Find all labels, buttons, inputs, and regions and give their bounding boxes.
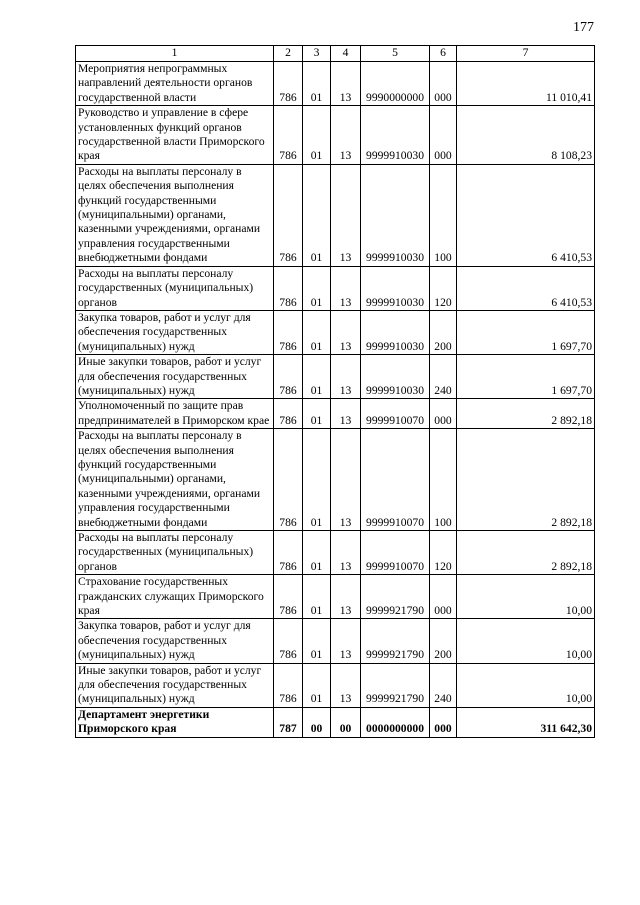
ministry-code-cell: 786 bbox=[274, 429, 303, 531]
row-name-cell: Иные закупки товаров, работ и услуг для обеспечения государственных (муниципальных) нужд bbox=[76, 355, 274, 399]
column-header: 5 bbox=[361, 46, 430, 62]
expense-type-cell: 120 bbox=[430, 266, 457, 310]
expense-type-cell: 000 bbox=[430, 106, 457, 165]
target-article-cell: 9999910030 bbox=[361, 164, 430, 266]
amount-cell: 10,00 bbox=[457, 663, 595, 707]
ministry-code-cell: 787 bbox=[274, 707, 303, 737]
table-row bbox=[76, 355, 595, 399]
subsection-code-cell: 13 bbox=[331, 663, 361, 707]
section-code-cell: 00 bbox=[303, 707, 331, 737]
budget-table bbox=[75, 45, 595, 738]
target-article-cell: 9999910070 bbox=[361, 429, 430, 531]
section-code-cell: 01 bbox=[303, 355, 331, 399]
row-name-cell: Закупка товаров, работ и услуг для обеспечения государственных (муниципальных) нужд bbox=[76, 619, 274, 663]
section-code-cell: 01 bbox=[303, 266, 331, 310]
target-article-cell: 9999910070 bbox=[361, 399, 430, 429]
subsection-code-cell: 13 bbox=[331, 619, 361, 663]
expense-type-cell: 000 bbox=[430, 707, 457, 737]
subsection-code-cell: 13 bbox=[331, 164, 361, 266]
section-code-cell: 01 bbox=[303, 62, 331, 106]
section-code-cell: 01 bbox=[303, 310, 331, 354]
table-row bbox=[76, 62, 595, 106]
column-header: 2 bbox=[274, 46, 303, 62]
table-row bbox=[76, 707, 595, 737]
amount-cell: 311 642,30 bbox=[457, 707, 595, 737]
table-row bbox=[76, 266, 595, 310]
expense-type-cell: 000 bbox=[430, 399, 457, 429]
row-name-cell: Расходы на выплаты персоналу государственных (муниципальных) органов bbox=[76, 531, 274, 575]
amount-cell: 2 892,18 bbox=[457, 429, 595, 531]
column-header: 1 bbox=[76, 46, 274, 62]
target-article-cell: 9999910070 bbox=[361, 531, 430, 575]
table-row bbox=[76, 619, 595, 663]
row-name-cell: Руководство и управление в сфере установленных функций органов государственной власти Приморского края bbox=[76, 106, 274, 165]
table-body bbox=[76, 62, 595, 738]
column-header: 3 bbox=[303, 46, 331, 62]
target-article-cell: 9999910030 bbox=[361, 106, 430, 165]
table-row bbox=[76, 399, 595, 429]
table-row bbox=[76, 310, 595, 354]
section-code-cell: 01 bbox=[303, 531, 331, 575]
target-article-cell: 9990000000 bbox=[361, 62, 430, 106]
ministry-code-cell: 786 bbox=[274, 399, 303, 429]
expense-type-cell: 240 bbox=[430, 355, 457, 399]
ministry-code-cell: 786 bbox=[274, 164, 303, 266]
row-name-cell: Департамент энергетики Приморского края bbox=[76, 707, 274, 737]
expense-type-cell: 240 bbox=[430, 663, 457, 707]
target-article-cell: 9999910030 bbox=[361, 310, 430, 354]
row-name-cell: Расходы на выплаты персоналу в целях обеспечения выполнения функций государственными (муниципальными) органами, казенными учреждениями, органами управления государственными внебюджетными фондами bbox=[76, 429, 274, 531]
expense-type-cell: 200 bbox=[430, 310, 457, 354]
table-row bbox=[76, 106, 595, 165]
column-header: 7 bbox=[457, 46, 595, 62]
table-row bbox=[76, 531, 595, 575]
expense-type-cell: 000 bbox=[430, 575, 457, 619]
ministry-code-cell: 786 bbox=[274, 310, 303, 354]
subsection-code-cell: 13 bbox=[331, 575, 361, 619]
table-row bbox=[76, 575, 595, 619]
amount-cell: 6 410,53 bbox=[457, 164, 595, 266]
expense-type-cell: 120 bbox=[430, 531, 457, 575]
amount-cell: 10,00 bbox=[457, 575, 595, 619]
ministry-code-cell: 786 bbox=[274, 619, 303, 663]
row-name-cell: Уполномоченный по защите прав предпринимателей в Приморском крае bbox=[76, 399, 274, 429]
expense-type-cell: 100 bbox=[430, 429, 457, 531]
amount-cell: 1 697,70 bbox=[457, 310, 595, 354]
section-code-cell: 01 bbox=[303, 164, 331, 266]
amount-cell: 2 892,18 bbox=[457, 531, 595, 575]
subsection-code-cell: 13 bbox=[331, 429, 361, 531]
section-code-cell: 01 bbox=[303, 663, 331, 707]
row-name-cell: Мероприятия непрограммных направлений деятельности органов государственной власти bbox=[76, 62, 274, 106]
target-article-cell: 9999921790 bbox=[361, 619, 430, 663]
subsection-code-cell: 13 bbox=[331, 310, 361, 354]
ministry-code-cell: 786 bbox=[274, 663, 303, 707]
expense-type-cell: 000 bbox=[430, 62, 457, 106]
ministry-code-cell: 786 bbox=[274, 62, 303, 106]
target-article-cell: 9999910030 bbox=[361, 355, 430, 399]
page-number: 177 bbox=[573, 20, 594, 35]
target-article-cell: 9999921790 bbox=[361, 663, 430, 707]
column-header: 6 bbox=[430, 46, 457, 62]
table-row bbox=[76, 429, 595, 531]
table-row bbox=[76, 663, 595, 707]
amount-cell: 2 892,18 bbox=[457, 399, 595, 429]
ministry-code-cell: 786 bbox=[274, 106, 303, 165]
subsection-code-cell: 13 bbox=[331, 106, 361, 165]
amount-cell: 6 410,53 bbox=[457, 266, 595, 310]
row-name-cell: Иные закупки товаров, работ и услуг для обеспечения государственных (муниципальных) нужд bbox=[76, 663, 274, 707]
section-code-cell: 01 bbox=[303, 429, 331, 531]
table-row bbox=[76, 164, 595, 266]
target-article-cell: 9999921790 bbox=[361, 575, 430, 619]
ministry-code-cell: 786 bbox=[274, 355, 303, 399]
expense-type-cell: 200 bbox=[430, 619, 457, 663]
target-article-cell: 9999910030 bbox=[361, 266, 430, 310]
section-code-cell: 01 bbox=[303, 399, 331, 429]
subsection-code-cell: 13 bbox=[331, 399, 361, 429]
header-row bbox=[76, 46, 595, 62]
section-code-cell: 01 bbox=[303, 106, 331, 165]
ministry-code-cell: 786 bbox=[274, 531, 303, 575]
table-header bbox=[76, 46, 595, 62]
subsection-code-cell: 13 bbox=[331, 531, 361, 575]
amount-cell: 11 010,41 bbox=[457, 62, 595, 106]
amount-cell: 8 108,23 bbox=[457, 106, 595, 165]
row-name-cell: Страхование государственных гражданских служащих Приморского края bbox=[76, 575, 274, 619]
subsection-code-cell: 13 bbox=[331, 266, 361, 310]
ministry-code-cell: 786 bbox=[274, 266, 303, 310]
row-name-cell: Расходы на выплаты персоналу государственных (муниципальных) органов bbox=[76, 266, 274, 310]
subsection-code-cell: 13 bbox=[331, 62, 361, 106]
row-name-cell: Закупка товаров, работ и услуг для обеспечения государственных (муниципальных) нужд bbox=[76, 310, 274, 354]
section-code-cell: 01 bbox=[303, 619, 331, 663]
row-name-cell: Расходы на выплаты персоналу в целях обеспечения выполнения функций государственными (муниципальными) органами, казенными учреждениями, органами управления государственными внебюджетными фондами bbox=[76, 164, 274, 266]
amount-cell: 10,00 bbox=[457, 619, 595, 663]
column-header: 4 bbox=[331, 46, 361, 62]
amount-cell: 1 697,70 bbox=[457, 355, 595, 399]
subsection-code-cell: 13 bbox=[331, 355, 361, 399]
target-article-cell: 0000000000 bbox=[361, 707, 430, 737]
subsection-code-cell: 00 bbox=[331, 707, 361, 737]
section-code-cell: 01 bbox=[303, 575, 331, 619]
expense-type-cell: 100 bbox=[430, 164, 457, 266]
ministry-code-cell: 786 bbox=[274, 575, 303, 619]
